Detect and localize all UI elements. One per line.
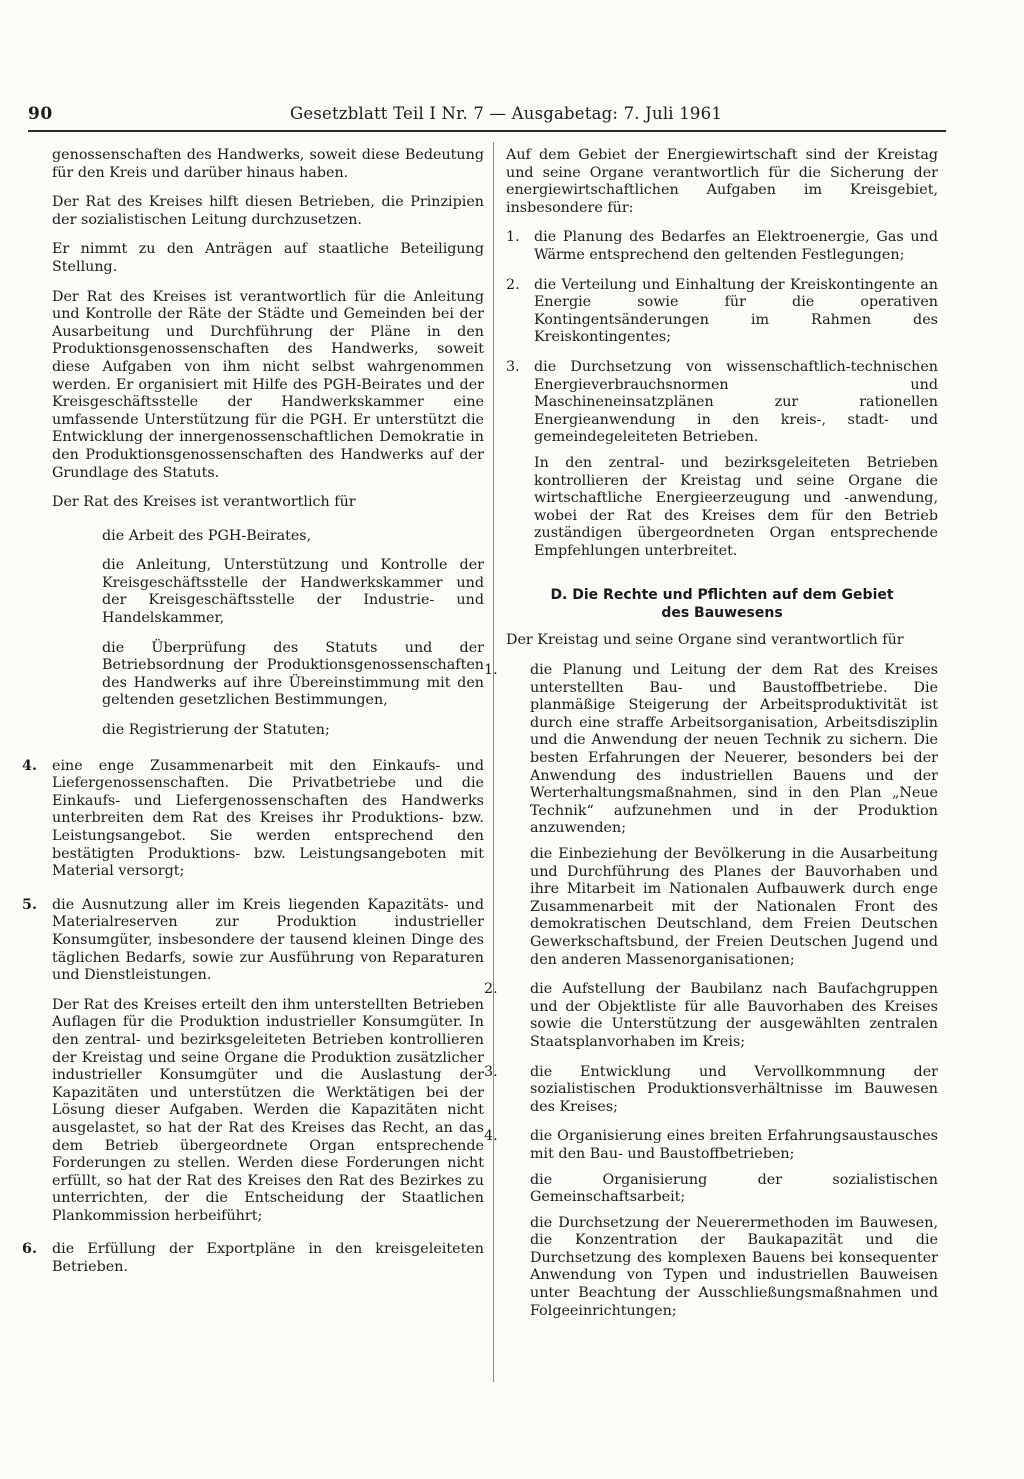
list-item (484, 981, 938, 1051)
section-heading-line: des Bauwesens (661, 605, 783, 622)
sub-item: die Überprüfung des Statuts und der Betriebsordnung der Produktionsgenossenschaften des Handwerks auf ihre Übereinstimmung mit den geltenden gesetzlichen Bestimmungen, (102, 639, 484, 709)
list-item-number: 1. (484, 662, 498, 679)
page-header-title: Gesetzblatt Teil I Nr. 7 — Ausgabetag: 7. Juli 1961 (290, 104, 723, 123)
list-item-paragraph: die Organisierung der sozialistischen Gemeinschaftsarbeit; (530, 1171, 938, 1206)
list-item-text: eine enge Zusammenarbeit mit den Einkaufs- und Liefergenossenschaften. Die Privatbetriebe und die Einkaufs- und Liefergenossenschaften des Handwerks unterbreiten dem Rat des Kreises ihr Produktions- bzw. Leistungsangebot. Sie werden entsprechend den bestätigten Produktions- bzw. Leistungsangeboten mit Material versorgt; (52, 757, 484, 880)
list-item-paragraph: In den zentral- und bezirksgeleiteten Betrieben kontrollieren der Kreistag und seine Organe die wirtschaftliche Energieerzeugung und -anwendung, wobei der Rat des Kreises dem für den Betrieb zuständigen übergeordneten Organ entsprechende Empfehlungen unterbreitet. (534, 454, 938, 559)
list-item-number: 2. (484, 981, 498, 998)
paragraph: Der Rat des Kreises ist verantwortlich für die Anleitung und Kontrolle der Räte der Städte und Gemeinden bei der Ausarbeitung und Durchführung der Pläne in den Produktionsgenossenschaften des Handwerks, soweit diese Aufgaben von ihm nicht selbst wahrgenommen werden. Er organisiert mit Hilfe des PGH-Beirates und der Kreisgeschäftsstelle der Handwerkskammer eine umfassende Unterstützung für die PGH. Er unterstützt die Entwicklung der innergenossenschaftlichen Demokratie in den Produktionsgenossenschaften des Handwerks auf der Grundlage des Statuts. (52, 288, 484, 481)
right-column (484, 147, 938, 1332)
list-item-text: die Durchsetzung von wissenschaftlich-technischen Energieverbrauchsnormen und Maschineneinsatzplänen zur rationellen Energieanwendung in den kreis-, stadt- und gemeindegeleiteten Betrieben. (534, 358, 938, 446)
sub-item: die Anleitung, Unterstützung und Kontrolle der Kreisgeschäftsstelle der Handwerkskammer und der Kreisgeschäftsstelle der Industrie- und Handelskammer, (102, 557, 484, 627)
left-column (22, 147, 484, 1289)
sub-item: die Registrierung der Statuten; (102, 722, 330, 739)
list-item-paragraph: Der Rat des Kreises erteilt den ihm unterstellten Betrieben Auflagen für die Produktion industrieller Konsumgüter. In den zentral- und bezirksgeleiteten Betrieben kontrollieren der Kreistag und seine Organe die Produktion zusätzlicher industrieller Konsumgüter und die Auslastung der Kapazitäten und unterstützen die Werktätigen bei der Lösung dieser Aufgaben. Werden die Kapazitäten nicht ausgelastet, so hat der Rat des Kreises das Recht, an das dem Betrieb übergeordnete Organ entsprechende Forderungen zu stellen. Werden diese Forderungen nicht erfüllt, so hat der Rat des Kreises den Rat des Bezirkes zu unterrichten, der die Entscheidung der Staatlichen Plankommission herbeiführt; (52, 996, 484, 1224)
list-item (22, 1241, 484, 1276)
section-heading (506, 586, 938, 622)
list-item-paragraph: die Durchsetzung der Neuerermethoden im Bauwesen, die Konzentration der Baukapazität und die Durchsetzung des komplexen Bauens bei konsequenter Anwendung von Typen und industriellen Bauweisen unter Beachtung der Ausschließungsmaßnahmen und Folgeeinrichtungen; (530, 1214, 938, 1319)
list-item-text: die Entwicklung und Vervollkommnung der sozialistischen Produktionsverhältnisse im Bauwesen des Kreises; (530, 1063, 938, 1115)
paragraph: genossenschaften des Handwerks, soweit diese Bedeutung für den Kreis und darüber hinaus haben. (52, 147, 484, 181)
list-item (22, 757, 484, 881)
list-item-text: die Planung und Leitung der dem Rat des Kreises unterstellten Bau- und Baustoffbetriebe. Die planmäßige Steigerung der Arbeitsproduktivität ist durch eine straffe Arbeitsorganisation, Arbeitsdisziplin und die Anwendung der neuen Technik zu sichern. Die besten Erfahrungen der Neuerer, besonders bei der Anwendung des industriellen Bauens und der Werterhaltungsmaßnahmen, sind in den Plan „Neue Technik“ aufzunehmen und in der Produktion anzuwenden; (530, 662, 938, 837)
list-item-text: die Planung des Bedarfes an Elektroenergie, Gas und Wärme entsprechend den geltenden Festlegungen; (534, 229, 938, 263)
list-item-number: 2. (506, 276, 520, 293)
header-rule (28, 130, 946, 132)
list-item-text: die Ausnutzung aller im Kreis liegenden Kapazitäts- und Materialreserven zur Produktion industrieller Konsumgüter, insbesondere der tausend kleinen Dinge des täglichen Bedarfs, sowie zur Ausführung von Reparaturen und Dienstleistungen. (52, 896, 484, 984)
paragraph: Der Kreistag und seine Organe sind verantwortlich für (506, 632, 904, 649)
list-item-number: 3. (484, 1063, 498, 1080)
list-item (506, 277, 938, 347)
list-item-text: die Verteilung und Einhaltung der Kreiskontingente an Energie sowie für die operativen Kontingentsänderungen im Rahmen des Kreiskontingentes; (534, 276, 938, 346)
section-heading-line: D. Die Rechte und Pflichten auf dem Gebiet (550, 587, 894, 604)
list-item-number: 5. (22, 896, 37, 913)
paragraph: Der Rat des Kreises ist verantwortlich für (52, 494, 356, 511)
list-item-number: 4. (22, 757, 37, 774)
paragraph: Auf dem Gebiet der Energiewirtschaft sind der Kreistag und seine Organe verantwortlich für die Sicherung der energiewirtschaftlichen Aufgaben im Kreisgebiet, insbesondere für: (506, 147, 938, 216)
column-divider (493, 142, 494, 1382)
page-number: 90 (28, 104, 53, 124)
sub-item: die Arbeit des PGH-Beirates, (102, 527, 312, 544)
list-item (506, 359, 938, 561)
paragraph: Er nimmt zu den Anträgen auf staatliche Beteiligung Stellung. (52, 241, 484, 275)
list-item (506, 229, 938, 264)
list-item-text: die Erfüllung der Exportpläne in den kreisgeleiteten Betrieben. (52, 1241, 484, 1276)
list-item (484, 1063, 938, 1117)
list-item-number: 1. (506, 229, 520, 246)
list-item-text: die Aufstellung der Baubilanz nach Baufachgruppen und der Objektliste für alle Bauvorhaben des Kreises sowie die Unterstützung der ausgewählten zentralen Staatsplanvorhaben im Kreis; (530, 981, 938, 1050)
paragraph: Der Rat des Kreises hilft diesen Betrieben, die Prinzipien der sozialistischen Leitung durchzusetzen. (52, 194, 484, 228)
list-item-paragraph: die Einbeziehung der Bevölkerung in die Ausarbeitung und Durchführung des Planes der Bauvorhaben und ihre Mitarbeit im Nationalen Aufbauwerk durch enge Zusammenarbeit mit der Nationalen Front des demokratischen Deutschland, dem Freien Deutschen Gewerkschaftsbund, der Freien Deutschen Jugend und den anderen Massenorganisationen; (530, 846, 938, 968)
list-item-number: 4. (484, 1128, 498, 1145)
list-item-number: 3. (506, 358, 520, 375)
list-item (484, 1128, 938, 1320)
list-item-text: die Organisierung eines breiten Erfahrungsaustausches mit den Bau- und Baustoffbetrieben; (530, 1128, 938, 1162)
list-item (22, 896, 484, 1226)
list-item (484, 662, 938, 969)
list-item-number: 6. (22, 1241, 37, 1258)
